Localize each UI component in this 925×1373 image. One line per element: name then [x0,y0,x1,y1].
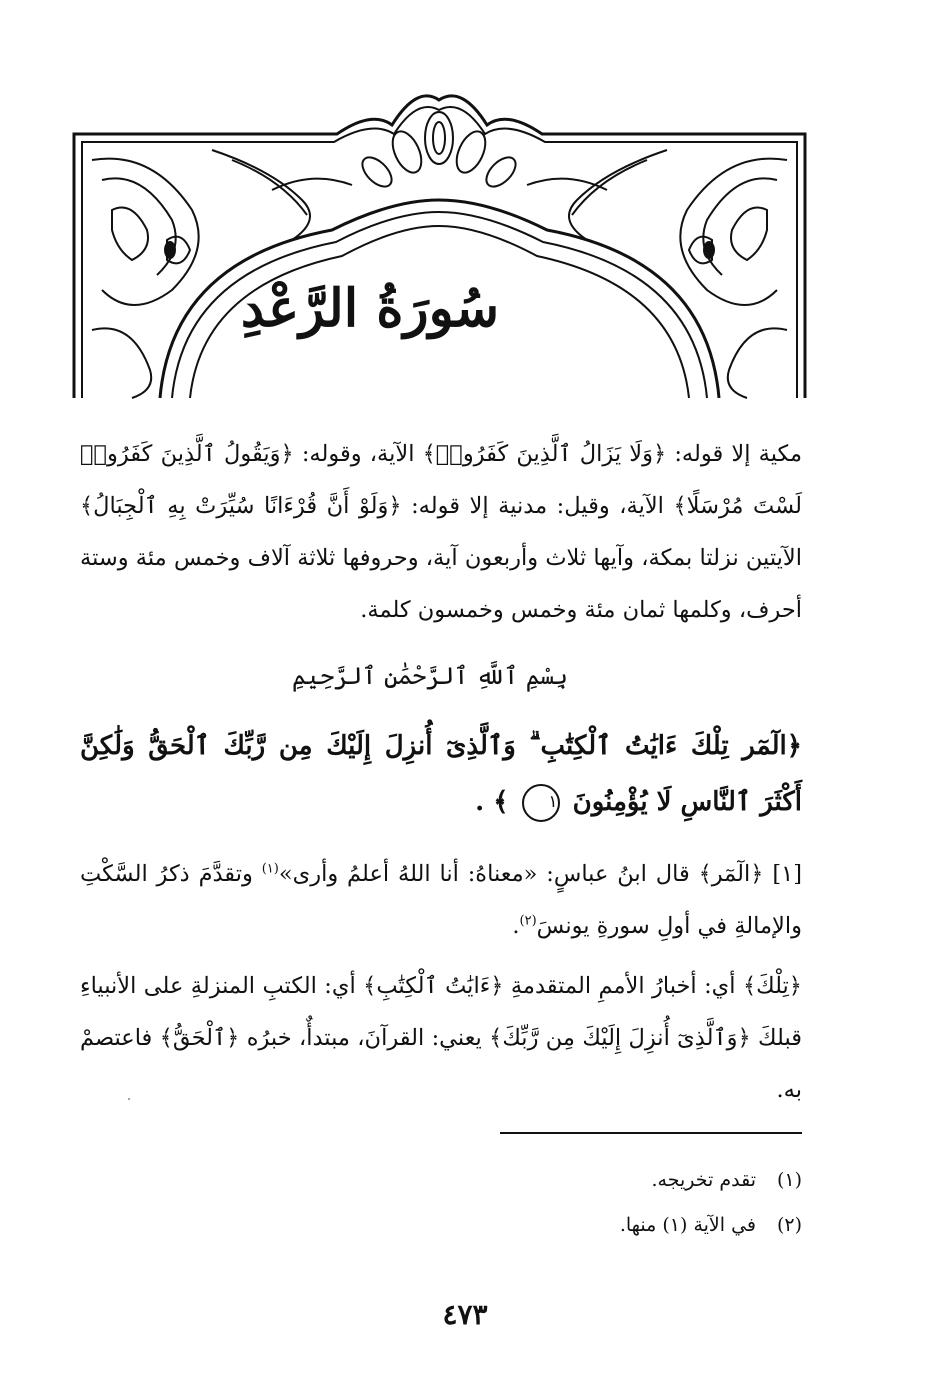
basmala: بِسْمِ ٱللَّهِ ٱلرَّحْمَٰنِ ٱلرَّحِيمِ [291,662,568,690]
commentary-paragraph [80,848,802,952]
page-number: ٤٧٣ [442,1298,488,1331]
verse-text: ﴿الٓمٓر تِلْكَ ءَايَٰتُ ٱلْكِتَٰبِ ۗ وَٱلَّذِىٓ أُنزِلَ إِلَيْكَ مِن رَّبِّكَ ٱلْحَقُّ وَلَٰكِنَّ أَكْثَرَ ٱلنَّاسِ لَا يُؤْمِنُونَ [80,731,802,817]
surah-introduction: مكية إلا قوله: ﴿وَلَا يَزَالُ ٱلَّذِينَ كَفَرُوا۟﴾ الآية، وقوله: ﴿وَيَقُولُ ٱلَّذِينَ كَفَرُوا۟ لَسْتَ مُرْسَلًا﴾ الآية، وقيل: مدنية إلا قوله: ﴿وَلَوْ أَنَّ قُرْءَانًا سُيِّرَتْ بِهِ ٱلْجِبَالُ﴾ الآيتين نزلتا بمكة، وآيها ثلاث وأربعون آية، وحروفها ثلاثة آلاف وخمس مئة وستة أحرف، وكلمها ثمان مئة وخمس وخمسون كلمة. [80,441,802,623]
footnote-ref: (١) [261,861,279,877]
surah-title: سُورَةُ الرَّعْدِ [240,278,500,339]
commentary-text: . [512,913,520,939]
ornament-arch-icon [72,90,807,400]
ayah-number-marker: ١ [522,784,560,822]
quran-verse [80,718,802,830]
verse-close: ﴾ . [475,787,509,817]
print-speck [128,1098,130,1100]
footnote-item [500,1203,802,1248]
footnote-text: تقدم تخريجه. [651,1169,756,1191]
ornamental-header-frame [72,90,807,400]
commentary-text: وتقدَّمَ ذكرُ السَّكْتِ والإمالةِ في أولِ سورةِ يونسَ [80,861,802,939]
footnotes [500,1158,802,1248]
footnote-number: (١) [776,1169,802,1191]
commentary-text: [١] ﴿الٓمٓر﴾ قال ابنُ عباسٍ: «معناهُ: أنا اللهُ أعلمُ وأرى» [278,861,802,887]
footnote-text: في الآية (١) منها. [619,1214,756,1236]
footnote-ref: (٢) [519,913,537,929]
footnote-divider [500,1132,802,1134]
footnote-item [500,1158,802,1203]
commentary-paragraph: ﴿تِلْكَ﴾ أي: أخبارُ الأممِ المتقدمةِ ﴿ءَايَٰتُ ٱلْكِتَٰبِ﴾ أي: الكتبِ المنزلةِ على الأنبياءِ قبلكَ ﴿وَٱلَّذِىٓ أُنزِلَ إِلَيْكَ مِن رَّبِّكَ﴾ يعني: القرآنَ، مبتدأٌ، خبرُه ﴿ٱلْحَقُّ﴾ فاعتصمْ به. [80,973,802,1103]
footnote-number: (٢) [776,1214,802,1236]
